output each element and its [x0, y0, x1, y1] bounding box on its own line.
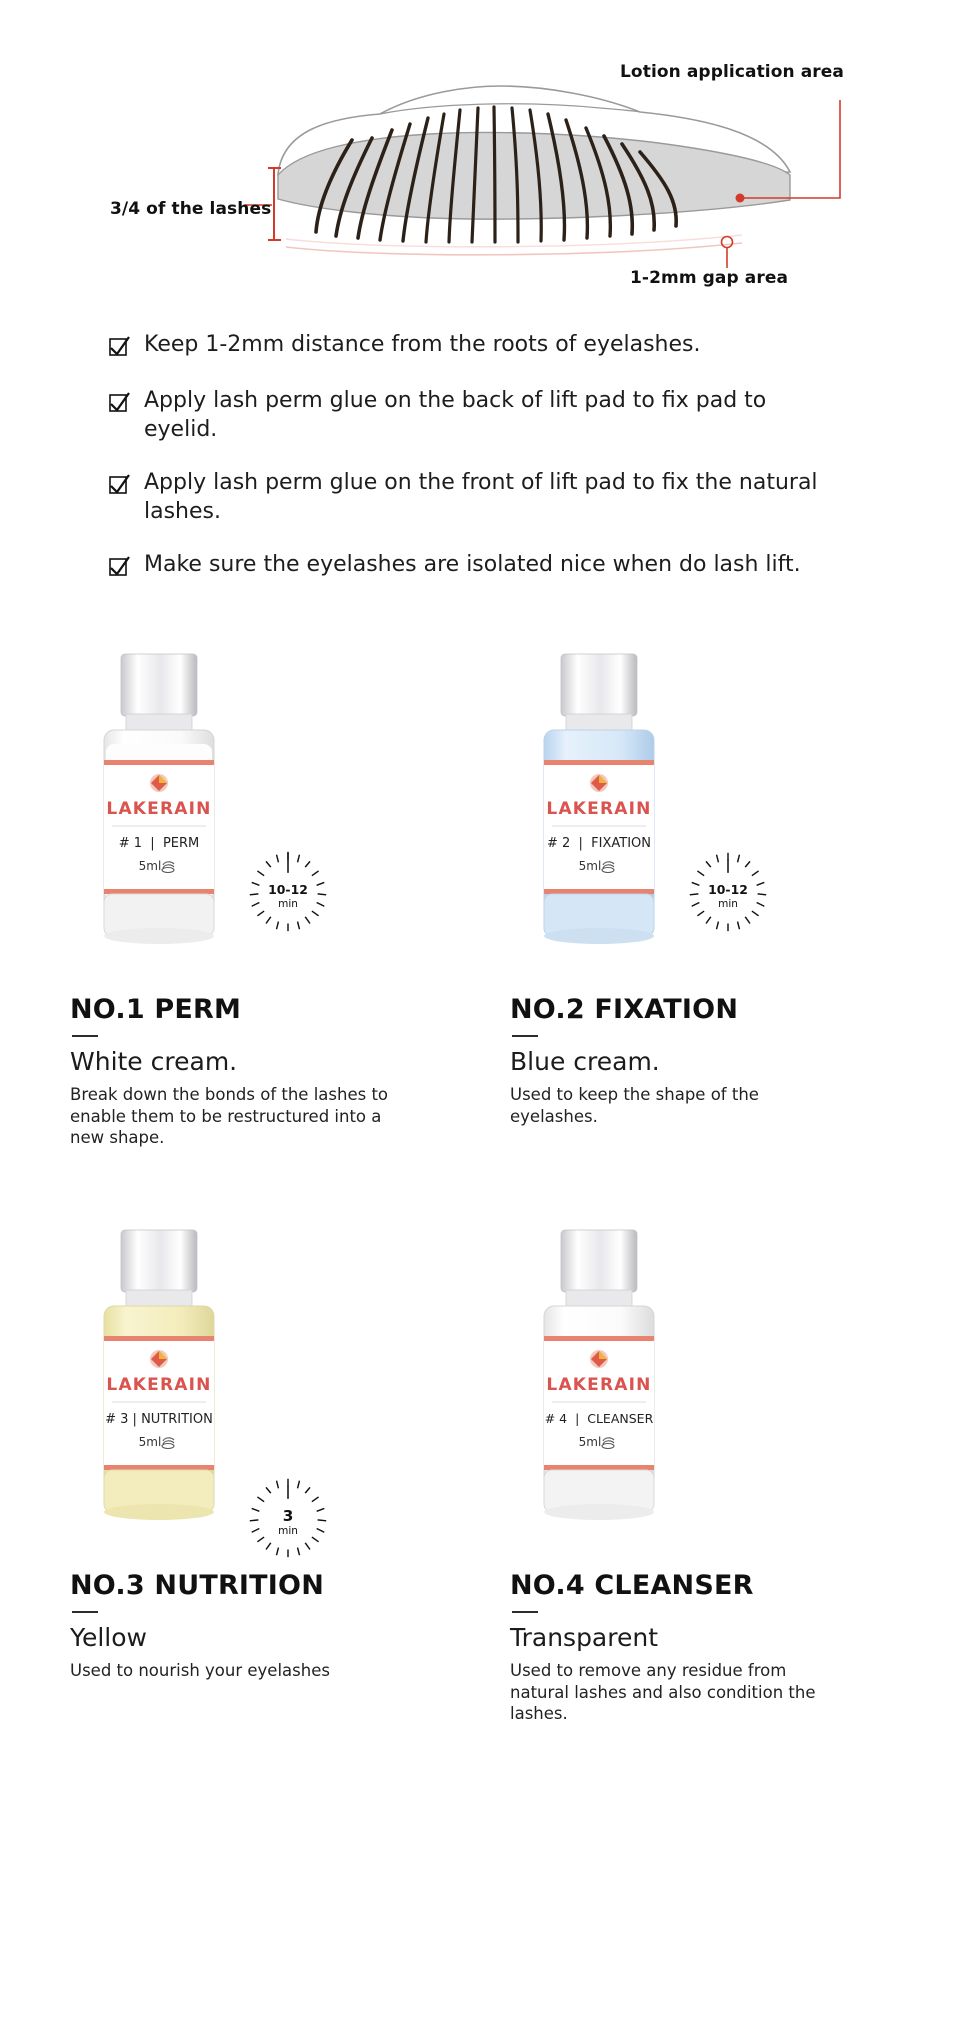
bottle-image-perm — [88, 648, 230, 982]
product-title: NO.1 PERM — [70, 994, 242, 1026]
product-card-fixation — [485, 648, 900, 1170]
bottle-image-nutrition — [88, 1224, 230, 1558]
svg-text:5ml: 5ml — [578, 859, 602, 874]
divider — [512, 1611, 538, 1613]
divider — [512, 1035, 538, 1037]
timer-badge-nutrition — [245, 1474, 331, 1560]
bottle-image-fixation — [528, 648, 670, 982]
instruction-list — [0, 330, 960, 582]
product-card-nutrition — [70, 1224, 485, 1746]
product-visual — [70, 648, 485, 988]
lash-diagram — [0, 0, 960, 300]
product-description: Used to keep the shape of the eyelashes. — [510, 1085, 759, 1126]
list-item — [108, 550, 900, 582]
checkbox-icon — [108, 468, 132, 500]
product-title: NO.3 NUTRITION — [70, 1570, 324, 1602]
list-item-text: Keep 1-2mm distance from the roots of eyelashes. — [144, 332, 701, 357]
lash-diagram-svg — [0, 0, 960, 300]
list-item — [108, 386, 900, 444]
svg-text:# 2 | FIXATION: # 2 | FIXATION — [546, 836, 652, 852]
svg-text:LAKERAIN: LAKERAIN — [106, 1375, 212, 1396]
checkbox-icon — [108, 330, 132, 362]
divider — [72, 1611, 98, 1613]
product-card-perm — [70, 648, 485, 1170]
timer-unit: min — [278, 1525, 298, 1538]
svg-text:LAKERAIN: LAKERAIN — [106, 799, 212, 820]
list-item-text: Make sure the eyelashes are isolated nice when do lash lift. — [144, 552, 801, 578]
product-card-cleanser — [485, 1224, 900, 1746]
product-title: NO.4 CLEANSER — [510, 1570, 754, 1602]
svg-text:5ml: 5ml — [578, 1435, 602, 1450]
timer-value: 10-12 — [268, 881, 308, 897]
label-three-quarter-lashes: 3/4 of the lashes — [110, 199, 272, 219]
gap-point-marker — [722, 237, 733, 248]
product-visual — [510, 1224, 900, 1564]
svg-text:# 3 | NUTRITION: # 3 | NUTRITION — [105, 1412, 213, 1428]
svg-text:5ml: 5ml — [138, 859, 162, 874]
svg-text:LAKERAIN: LAKERAIN — [546, 799, 652, 820]
checkbox-icon — [108, 550, 132, 582]
product-description: Break down the bonds of the lashes to enable them to be restructured into a new shape. — [70, 1085, 389, 1147]
divider — [72, 1035, 98, 1037]
product-subtitle: Blue cream. — [510, 1047, 660, 1077]
bottle-image-cleanser — [528, 1224, 670, 1558]
list-item — [108, 468, 900, 526]
product-subtitle: Transparent — [510, 1623, 659, 1653]
product-title: NO.2 FIXATION — [510, 994, 739, 1026]
svg-text:LAKERAIN: LAKERAIN — [546, 1375, 652, 1396]
svg-text:# 1 | PERM: # 1 | PERM — [118, 836, 200, 852]
label-gap-area: 1-2mm gap area — [630, 268, 789, 288]
timer-badge-perm — [245, 848, 331, 934]
timer-unit: min — [278, 898, 298, 911]
svg-text:5ml: 5ml — [138, 1435, 162, 1450]
timer-value: 10-12 — [708, 881, 748, 897]
product-description: Used to nourish your eyelashes — [70, 1661, 330, 1681]
list-item-text: Apply lash perm glue on the back of lift pad to fix pad to eyelid. — [144, 388, 767, 443]
product-subtitle: Yellow — [70, 1623, 147, 1653]
product-visual — [70, 1224, 485, 1564]
list-item-text: Apply lash perm glue on the front of lift pad to fix the natural lashes. — [144, 470, 818, 525]
timer-unit: min — [718, 898, 738, 911]
checkbox-icon — [108, 386, 132, 418]
product-subtitle: White cream. — [70, 1047, 238, 1077]
svg-text:# 4 | CLEANSER: # 4 | CLEANSER — [544, 1411, 654, 1427]
lash-base-line-2 — [286, 235, 742, 247]
list-item — [108, 330, 900, 362]
timer-value: 3 — [282, 1507, 294, 1526]
product-description: Used to remove any residue from natural lashes and also condition the lashes. — [510, 1661, 816, 1724]
label-lotion-application-area: Lotion application area — [620, 62, 844, 82]
product-visual — [510, 648, 900, 988]
timer-badge-fixation — [685, 848, 771, 934]
product-grid — [0, 648, 960, 1747]
